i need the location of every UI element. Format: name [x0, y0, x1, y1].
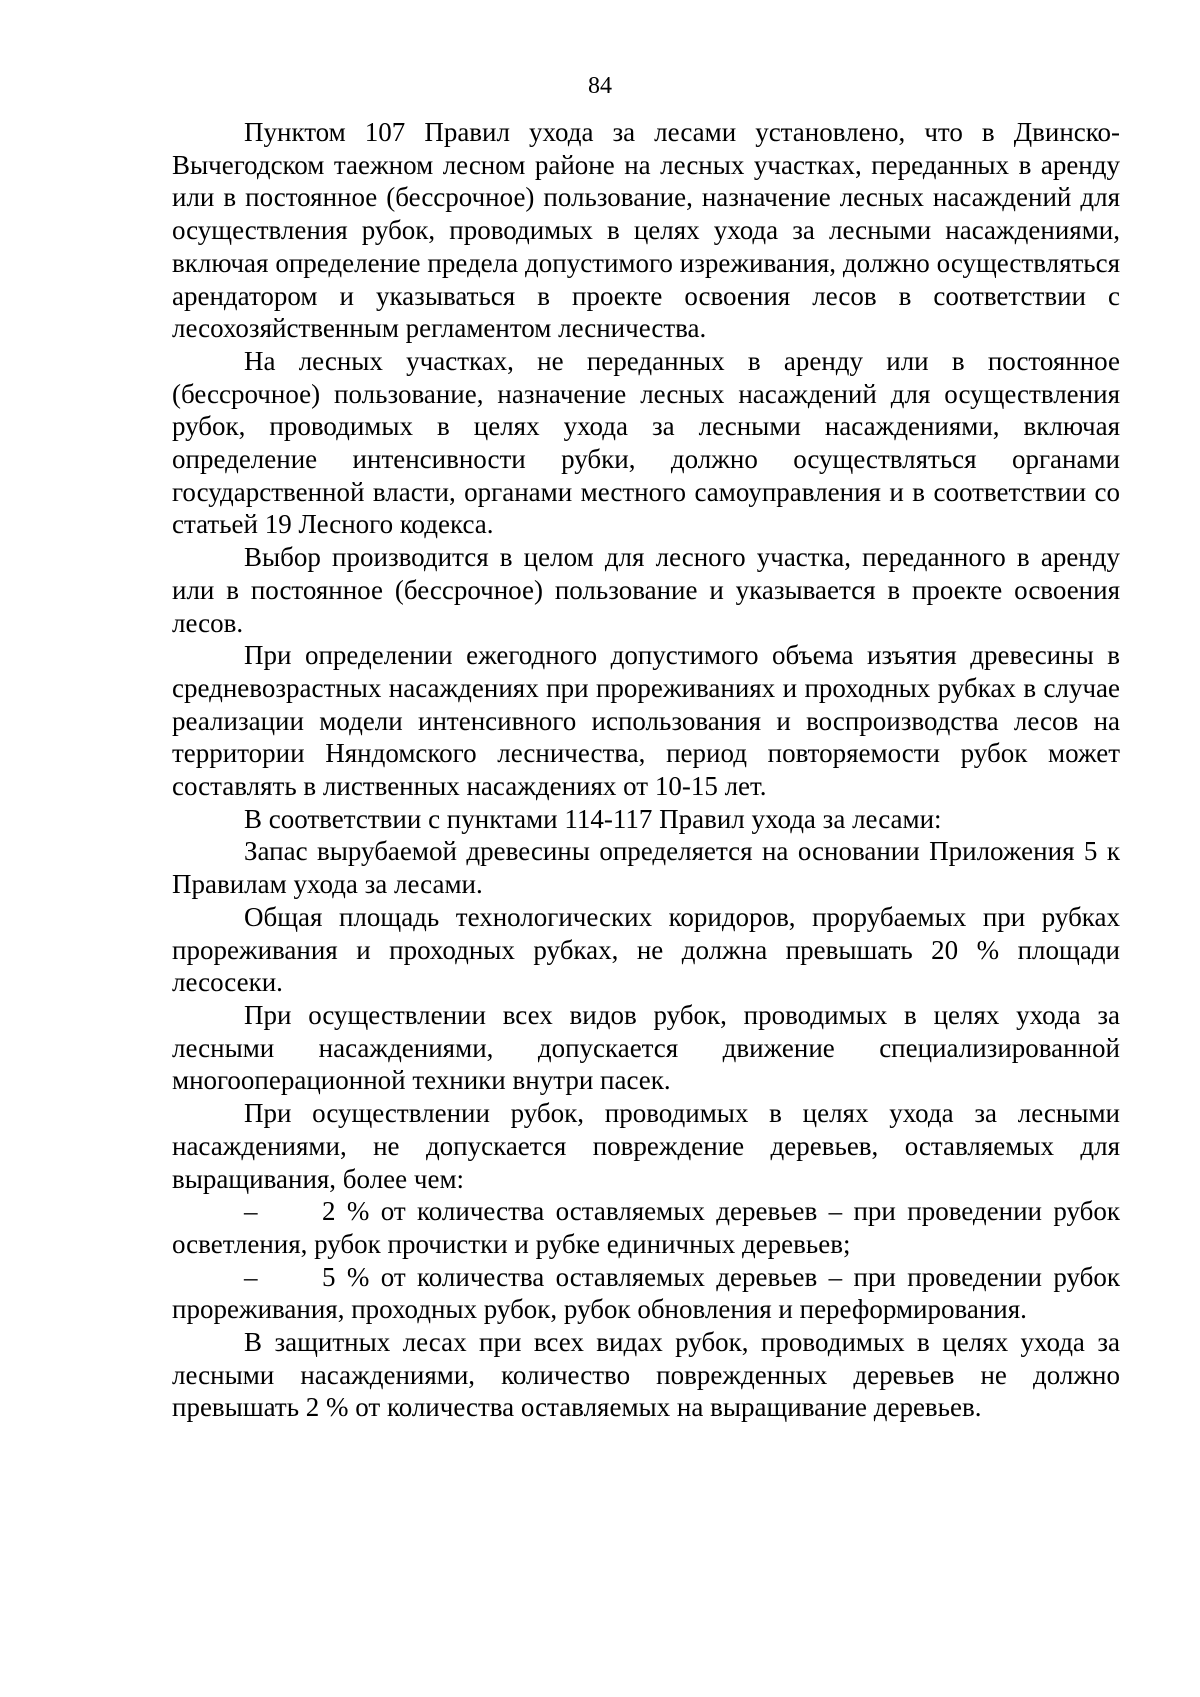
document-body — [172, 116, 1120, 1424]
list-item-text: 5 % от количества оставляемых деревьев – при проведении рубок прореживания, проходных рубок, рубок обновления и переформирования. — [172, 1261, 1120, 1325]
paragraph: Общая площадь технологических коридоров, прорубаемых при рубках прореживания и проходных рубках, не должна превышать 20 % площади лесосеки. — [172, 901, 1120, 998]
paragraph: В защитных лесах при всех видах рубок, проводимых в целях ухода за лесными насаждениями, количество поврежденных деревьев не должно превышать 2 % от количества оставляемых на выращивание деревьев. — [172, 1327, 1120, 1423]
list-item — [172, 1195, 1120, 1260]
list-item — [172, 1261, 1120, 1326]
list-dash-marker: – — [244, 1261, 258, 1292]
list-dash-marker: – — [244, 1196, 258, 1227]
paragraph: Пунктом 107 Правил ухода за лесами установлено, что в Двинско-Вычегодском таежном лесном районе на лесных участках, переданных в аренду или в постоянное (бессрочное) пользование, назначение лесных насаждений для осуществления рубок, проводимых в целях ухода за лесными насаждениями, включая определение предела допустимого изреживания, должно осуществляться арендатором и указываться в проекте освоения лесов в соответствии с лесохозяйственным регламентом лесничества. — [172, 117, 1120, 344]
list-item-text: 2 % от количества оставляемых деревьев – при проведении рубок осветления, рубок прочистки и рубке единичных деревьев; — [172, 1196, 1120, 1259]
paragraph: В соответствии с пунктами 114-117 Правил ухода за лесами: — [244, 803, 942, 834]
paragraph: При осуществлении рубок, проводимых в целях ухода за лесными насаждениями, не допускается повреждение деревьев, оставляемых для выращивания, более чем: — [172, 1098, 1120, 1194]
paragraph: При определении ежегодного допустимого объема изъятия древесины в средневозрастных насаждениях при прореживаниях и проходных рубках в случае реализации модели интенсивного использования и воспроизводства лесов на территории Няндомского лесничества, период повторяемости рубок может составлять в лиственных насаждениях от 10-15 лет. — [172, 640, 1120, 802]
paragraph: При осуществлении всех видов рубок, проводимых в целях ухода за лесными насаждениями, допускается движение специализированной многооперационной техники внутри пасек. — [172, 999, 1120, 1096]
paragraph: Выбор производится в целом для лесного участка, переданного в аренду или в постоянное (бессрочное) пользование и указывается в проекте освоения лесов. — [172, 542, 1120, 638]
paragraph: На лесных участках, не переданных в аренду или в постоянное (бессрочное) пользование, назначение лесных насаждений для осуществления рубок, проводимых в целях ухода за лесными насаждениями, включая определение интенсивности рубки, должно осуществляться органами государственной власти, органами местного самоуправления и в соответствии со статьей 19 Лесного кодекса. — [172, 345, 1120, 540]
paragraph: Запас вырубаемой древесины определяется на основании Приложения 5 к Правилам ухода за лесами. — [172, 836, 1120, 900]
page-number: 84 — [588, 73, 612, 99]
